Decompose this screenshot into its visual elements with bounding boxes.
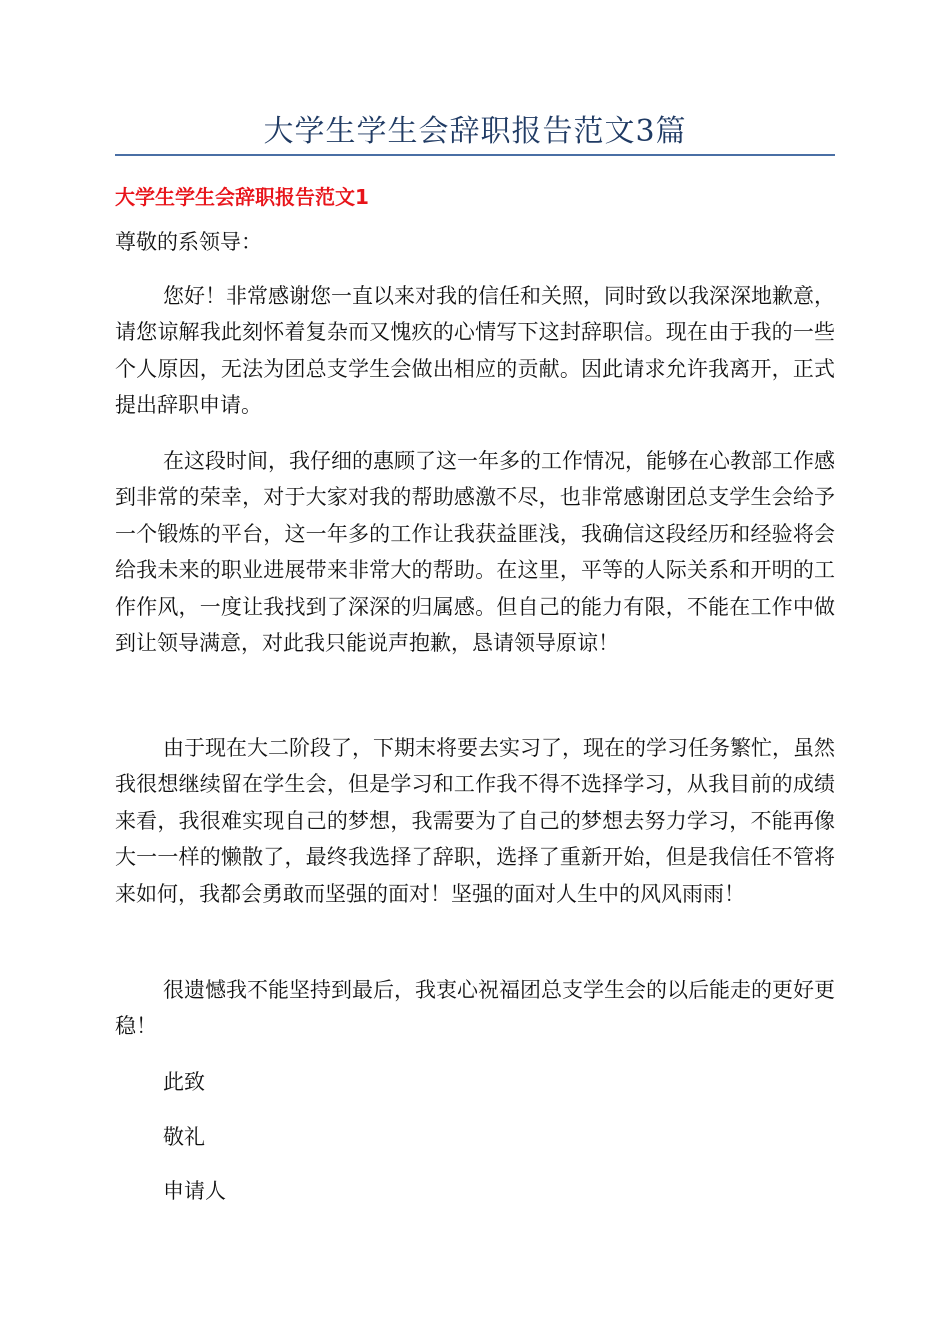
signature-label: 申请人 xyxy=(163,1179,226,1203)
paragraph-2: 在这段时间，我仔细的惠顾了这一年多的工作情况，能够在心教部工作感到非常的荣幸，对于大家对我的帮助感激不尽，也非常感谢团总支学生会给予一个锻炼的平台，这一年多的工作让我获益匪浅，我确信这段经历和经验将会给我未来的职业进展带来非常大的帮助。在这里，平等的人际关系和开明的工作作风，一度让我找到了深深的归属感。但自己的能力有限，不能在工作中做到让领导满意，对此我只能说声抱歉，恳请领导原谅！ xyxy=(115,449,835,656)
paragraph-4: 很遗憾我不能坚持到最后，我衷心祝福团总支学生会的以后能走的更好更稳！ xyxy=(115,978,835,1039)
title-underline xyxy=(115,154,835,156)
salutation: 尊敬的系领导： xyxy=(115,230,262,254)
document-title: 大学生学生会辞职报告范文3篇 xyxy=(263,114,687,149)
paragraph-1: 您好！非常感谢您一直以来对我的信任和关照，同时致以我深深地歉意，请您谅解我此刻怀着复杂而又愧疚的心情写下这封辞职信。现在由于我的一些个人原因，无法为团总支学生会做出相应的贡献。因此请求允许我离开，正式提出辞职申请。 xyxy=(115,284,835,418)
paragraph-3: 由于现在大二阶段了，下期末将要去实习了，现在的学习任务繁忙，虽然我很想继续留在学生会，但是学习和工作我不得不选择学习，从我目前的成绩来看，我很难实现自己的梦想，我需要为了自己的梦想去努力学习，不能再像大一一样的懒散了，最终我选择了辞职，选择了重新开始，但是我信任不管将来如何，我都会勇敢而坚强的面对！坚强的面对人生中的风风雨雨！ xyxy=(115,736,835,906)
closing-cizhi: 此致 xyxy=(163,1070,205,1094)
closing-jingli: 敬礼 xyxy=(163,1125,205,1149)
section-heading: 大学生学生会辞职报告范文1 xyxy=(115,185,369,209)
